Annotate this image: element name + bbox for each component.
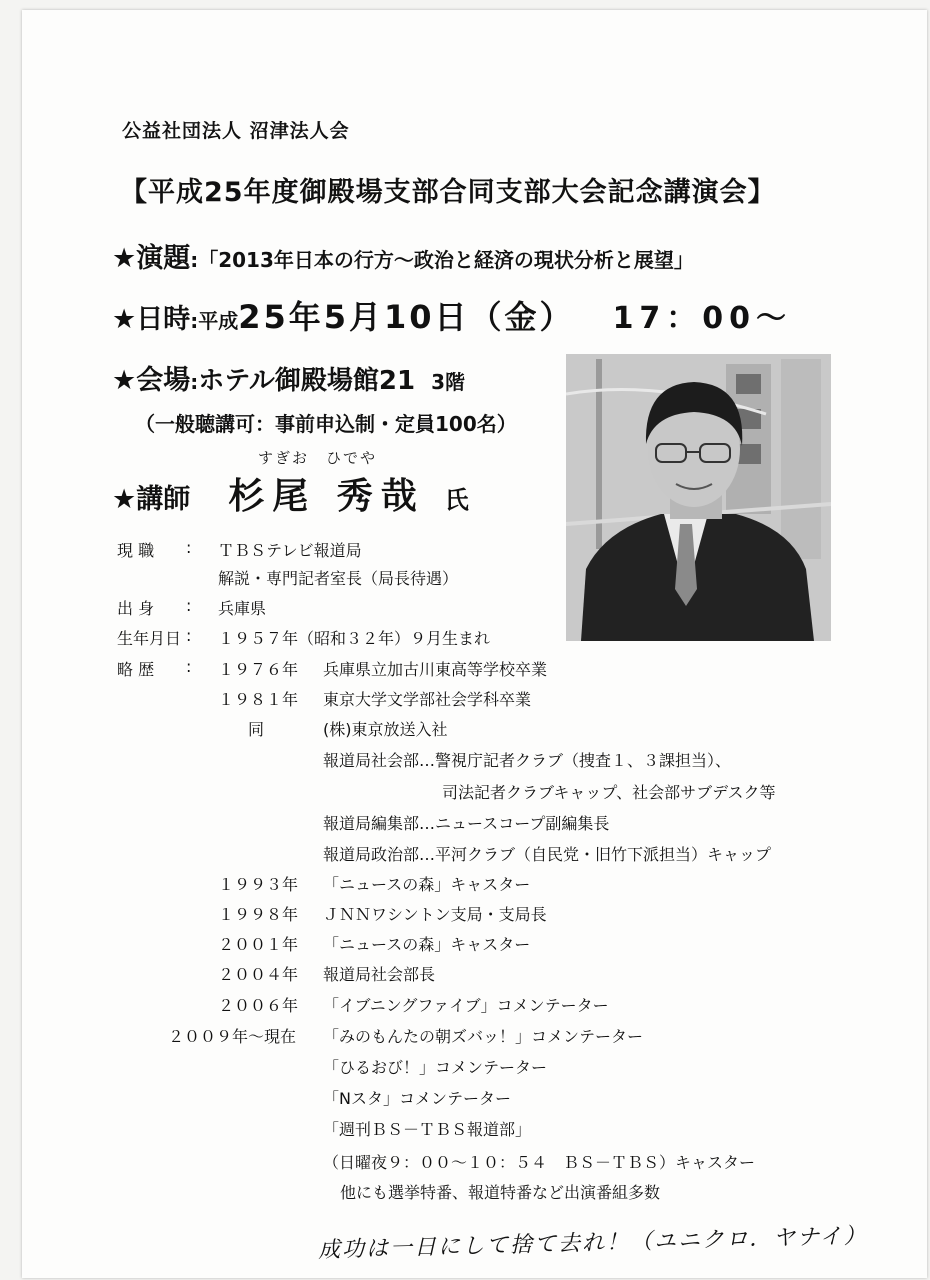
origin-key: 出 身 bbox=[117, 599, 155, 618]
birth-key: 生年月日 bbox=[117, 629, 182, 648]
handwritten-quote: 成功は一日にして捨て去れ！（ユニクロ．ヤナイ） bbox=[317, 1223, 868, 1264]
career-item: 他にも選挙特番、報道特番など出演番組多数 bbox=[340, 1183, 661, 1202]
venue-row bbox=[112, 358, 465, 397]
date-label: ★日時 bbox=[112, 304, 191, 335]
topic-colon: : bbox=[190, 248, 199, 272]
speaker-label: ★講師 bbox=[112, 484, 191, 515]
date-value: 25年5月10日（金） bbox=[238, 298, 575, 336]
career-item: 兵庫県立加古川東高等学校卒業 bbox=[323, 660, 548, 679]
career-year: ２００６年 bbox=[218, 996, 299, 1015]
topic-label: ★演題 bbox=[112, 243, 191, 274]
venue-colon: : bbox=[190, 370, 199, 394]
career-item: 東京大学文学部社会学科卒業 bbox=[323, 690, 532, 709]
career-item: 報道局政治部…平河クラブ（自民党・旧竹下派担当）キャップ bbox=[323, 845, 772, 864]
venue-name: ホテル御殿場館21 bbox=[198, 366, 416, 396]
career-item: 報道局社会部…警視庁記者クラブ（捜査１、３課担当）、 bbox=[323, 751, 732, 770]
topic-text: 「2013年日本の行方～政治と経済の現状分析と展望」 bbox=[198, 248, 694, 272]
job-line-2: 解説・専門記者室長（局長待遇） bbox=[218, 569, 459, 588]
career-item: 「みのもんたの朝ズバッ！」コメンテーター bbox=[323, 1027, 644, 1046]
career-year: １９９８年 bbox=[218, 905, 299, 924]
career-item: 「ひるおび！」コメンテーター bbox=[323, 1058, 548, 1077]
speaker-row bbox=[112, 468, 469, 519]
career-item: ＪＮＮワシントン支局・支局長 bbox=[323, 905, 547, 924]
job-key: 現 職 bbox=[117, 541, 155, 560]
speaker-photo bbox=[566, 354, 831, 641]
date-time: 17：00～ bbox=[612, 301, 793, 336]
date-colon: : bbox=[190, 309, 199, 333]
career-item: 「Nスタ」コメンテーター bbox=[323, 1089, 511, 1108]
career-year: ２００９年～現在 bbox=[168, 1027, 297, 1046]
job-colon: : bbox=[186, 538, 192, 557]
career-item: 「イブニングファイブ」コメンテーター bbox=[323, 996, 609, 1015]
organizer: 公益社団法人 沼津法人会 bbox=[122, 120, 350, 142]
career-year: １９８１年 bbox=[218, 690, 299, 709]
career-item: 「ニュースの森」キャスター bbox=[323, 935, 531, 954]
career-item: 「週刊ＢＳ－ＴＢＳ報道部」 bbox=[323, 1120, 532, 1139]
event-title: 【平成25年度御殿場支部合同支部大会記念講演会】 bbox=[120, 177, 776, 208]
career-item: 報道局編集部…ニュースコープ副編集長 bbox=[323, 814, 610, 833]
career-year: ２００１年 bbox=[218, 935, 299, 954]
date-era: 平成 bbox=[198, 309, 239, 333]
speaker-name: 杉尾 秀哉 bbox=[228, 476, 425, 517]
topic-row bbox=[112, 236, 694, 275]
job-line-1: ＴＢＳテレビ報道局 bbox=[218, 541, 362, 560]
career-colon: : bbox=[186, 657, 192, 676]
origin-value: 兵庫県 bbox=[218, 599, 267, 618]
career-item: 報道局社会部長 bbox=[323, 965, 436, 984]
career-item: 司法記者クラブキャップ、社会部サブデスク等 bbox=[442, 783, 776, 802]
admission-note: （一般聴講可：事前申込制・定員100名） bbox=[135, 412, 517, 436]
career-item: (株)東京放送入社 bbox=[323, 720, 448, 739]
birth-colon: : bbox=[186, 626, 192, 645]
career-key: 略 歴 bbox=[117, 660, 155, 679]
career-year: 同 bbox=[248, 720, 265, 739]
career-year: ２００４年 bbox=[218, 965, 299, 984]
speaker-ruby: すぎお ひでや bbox=[258, 449, 378, 467]
speaker-honorific: 氏 bbox=[444, 486, 469, 514]
birth-value: １９５７年（昭和３２年）９月生まれ bbox=[218, 629, 491, 648]
venue-label: ★会場 bbox=[112, 365, 191, 396]
career-item: （日曜夜９：００～１０：５４ ＢＳ－ＴＢＳ）キャスター bbox=[323, 1153, 756, 1172]
career-year: １９９３年 bbox=[218, 875, 299, 894]
venue-floor: 3階 bbox=[431, 370, 466, 394]
career-item: 「ニュースの森」キャスター bbox=[323, 875, 531, 894]
career-year: １９７６年 bbox=[218, 660, 299, 679]
date-row bbox=[112, 292, 792, 338]
origin-colon: : bbox=[186, 596, 192, 615]
